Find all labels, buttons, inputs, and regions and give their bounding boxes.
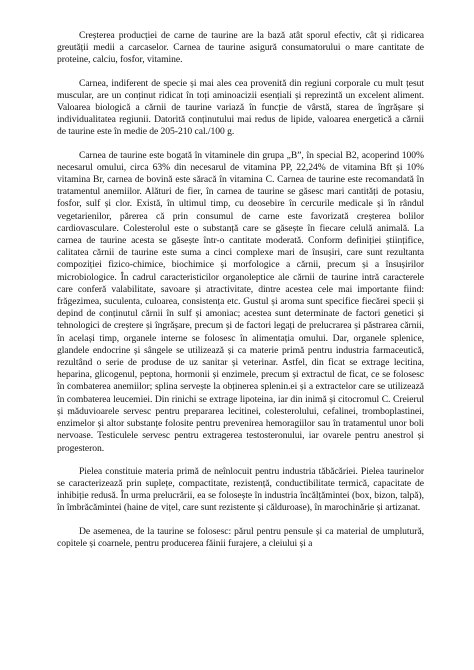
paragraph-byproducts: De asemenea, de la taurine se folosesc: părul pentru pensule și ca material de umplutură, copitele și coarnele, pentru producerea făinii furajere, a cleiului și a — [57, 525, 424, 549]
paragraph-leather: Pielea constituie materia primă de neînlocuit pentru industria tăbăcăriei. Pielea taurinelor se caracterizează prin suplețe, compactitate, rezistență, conductibilitate termică, capacitate de inhibiție redusă. În urma prelucrării, ea se folosește în industria încălțămintei (box, bizon, talpă), în îmbrăcămintei (haine de vițel, care sunt rezistente și călduroase), în marochinărie și artizanat. — [57, 465, 424, 514]
paragraph-vitamins-quality: Carnea de taurine este bogată în vitaminele din grupa „B”, în special B2, acoperind 100% necesarul omului, circa 63% din necesarul de vitamina PP, 22,24% de vitamina Bft și 10% vitamina Br, carnea de bovină este săracă în vitamina C. Carnea de taurine este recomandată în tratamentul anemiilor. Alături de fier, în carnea de taurine se găsesc mari cantități de potasiu, fosfor, sulf și clor. Există, în ultimul timp, cu deosebire în cercurile medicale și în rândul vegetarienilor, părerea că prin consumul de carne este favorizată creșterea bolilor cardiovasculare. Colesterolul este o substanță care se găsește în fiecare celulă animală. La carnea de taurine acesta se găsește într-o cantitate moderată. Conform definiției științifice, calitatea cărnii de taurine este suma a cinci complexe mari de însușiri, care sunt rezultanta compoziției fizico-chimice, biochimice și morfologice a cărnii, precum și a însușirilor microbiologice. În cadrul caracteristicilor organoleptice ale cărnii de taurine intră caracterele care conferă valabilitate, savoare și atractivitate, dintre acestea cele mai importante fiind: frăgezimea, suculenta, culoarea, consistența etc. Gustul și aroma sunt specifice fiecărei specii și depind de conținutul cărnii în sulf și amoniac; acestea sunt determinate de factori genetici și tehnologici de creștere și îngrășare, precum și de factori legați de prelucrarea și păstrarea cărnii, în același timp, organele interne se folosesc în alimentația omului. Dar, organele splenice, glandele endocrine și sângele se utilizează și ca materie primă pentru industria farmaceutică, rezultând o serie de produse de uz sanitar și veterinar. Astfel, din ficat se extrage lecitina, heparina, glicogenul, peptona, hormonii și enzimele, precum și extractul de ficat, ce se folosesc în combaterea anemiilor; splina servește la obținerea splenin.ei și a extractelor care se utilizează în combaterea leucemiei. Din rinichi se extrage lipoteina, iar din inimă și citocromul C. Creierul și măduvioarele servesc pentru prepararea lecitinei, colesterolului, cefalinei, tromboplastinei, enzimelor și altor substanțe folosite pentru prevenirea hemoragiilor sau în tratamentul unor boli nervoase. Testiculele servesc pentru extragerea testosteronului, iar ovarele pentru anestrol și progesteron. — [57, 149, 424, 454]
paragraph-nutrition: Carnea, indiferent de specie și mai ales cea provenită din regiuni corporale cu mult țesut muscular, are un conținut ridicat în toți aminoacizii esențiali și reprezintă un excelent aliment. Valoarea biologică a cărnii de taurine variază în funcție de vârstă, starea de îngrășare și individualitatea regiunii. Datorită conținutului mai redus de lipide, valoarea energetică a cărnii de taurine este în medie de 205-210 cal./100 g. — [57, 77, 424, 138]
paragraph-production: Creșterea producției de carne de taurine are la bază atât sporul efectiv, cât și ridicarea greutății medii a carcaselor. Carnea de taurine asigură consumatorului o mare cantitate de proteine, calciu, fosfor, vitamine. — [57, 30, 424, 66]
